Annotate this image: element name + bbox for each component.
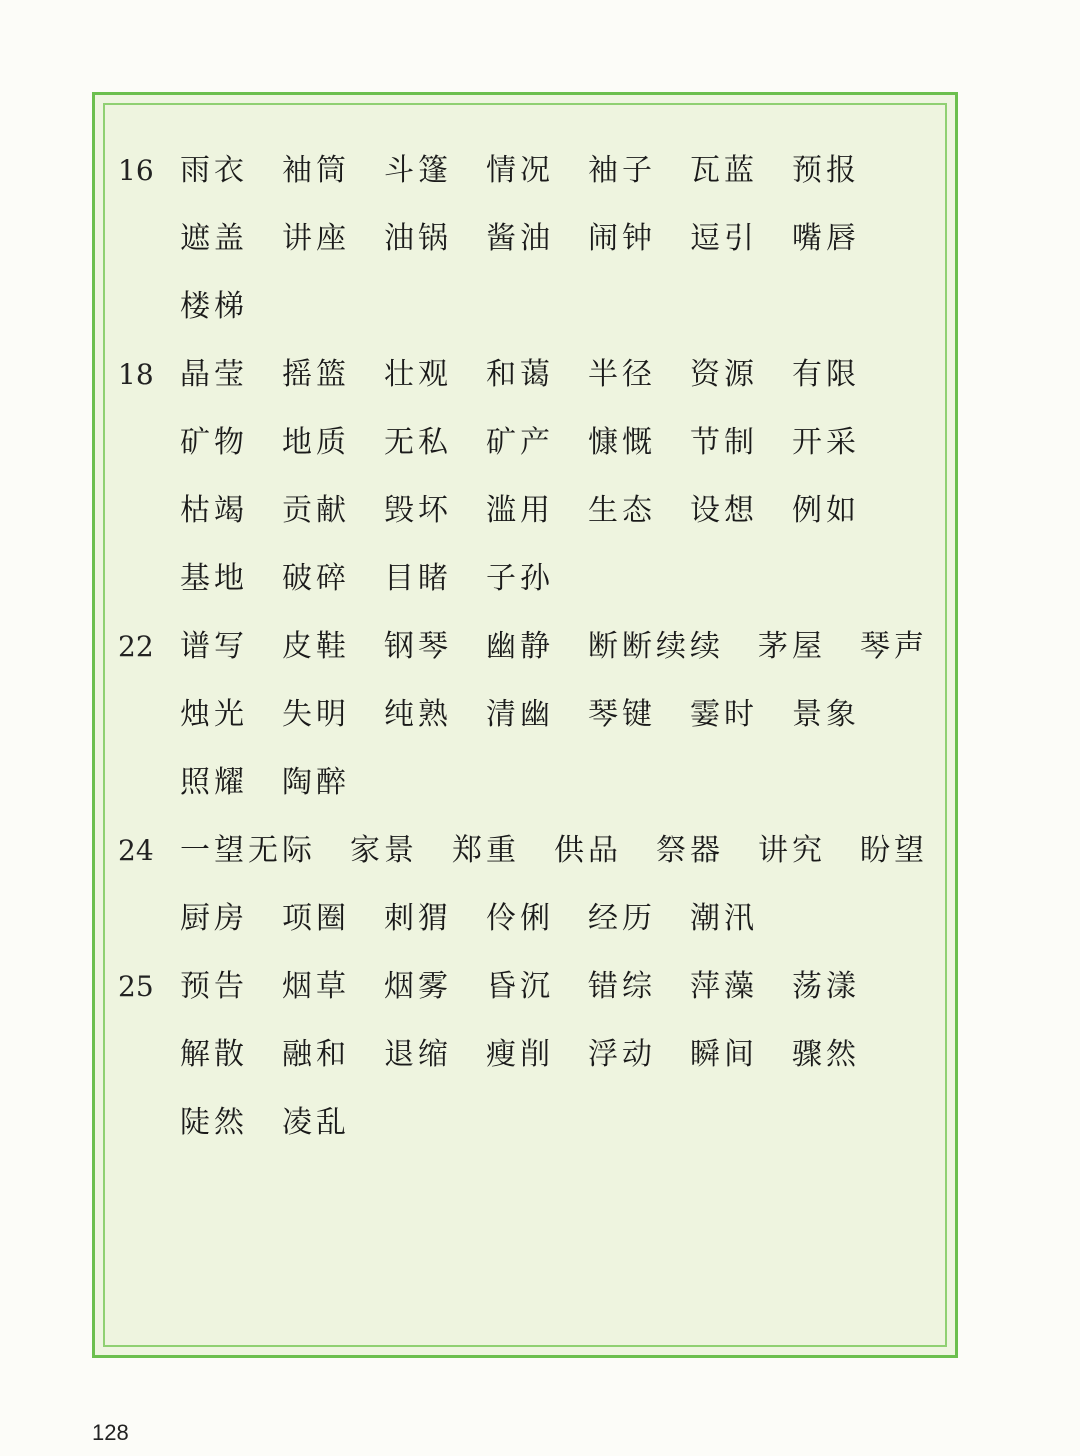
vocab-word: 有限: [792, 357, 860, 392]
vocab-word: 情况: [486, 153, 554, 188]
vocab-word: 刺猬: [384, 901, 452, 936]
vocab-row: [118, 282, 938, 350]
vocab-word: 瞬间: [690, 1037, 758, 1072]
vocab-row: [118, 554, 938, 622]
vocab-word: 瓦蓝: [690, 153, 758, 188]
vocab-word: 楼梯: [180, 289, 248, 324]
vocab-word: 失明: [282, 697, 350, 732]
vocab-row: [118, 418, 938, 486]
vocab-word: 景象: [792, 697, 860, 732]
vocab-row: [118, 758, 938, 826]
vocab-word: 预报: [792, 153, 860, 188]
vocab-word: 纯熟: [384, 697, 452, 732]
vocab-word: 融和: [282, 1037, 350, 1072]
vocab-word: 一望无际: [180, 833, 316, 868]
vocab-word: 陶醉: [282, 765, 350, 800]
vocab-word: 矿产: [486, 425, 554, 460]
lesson-number: 22: [118, 630, 154, 663]
vocab-row: [118, 1098, 938, 1166]
vocab-word: 荡漾: [792, 969, 860, 1004]
vocab-word: 烛光: [180, 697, 248, 732]
vocab-word: 浮动: [588, 1037, 656, 1072]
vocab-word: 嘴唇: [792, 221, 860, 256]
vocab-word: 摇篮: [282, 357, 350, 392]
lesson-number: 24: [118, 834, 154, 867]
vocab-word: 项圈: [282, 901, 350, 936]
vocab-word: 郑重: [452, 833, 520, 868]
vocab-word: 开采: [792, 425, 860, 460]
vocab-word: 断断续续: [588, 629, 724, 664]
vocab-word: 清幽: [486, 697, 554, 732]
vocab-word: 资源: [690, 357, 758, 392]
vocab-word: 闹钟: [588, 221, 656, 256]
vocab-word: 瘦削: [486, 1037, 554, 1072]
vocab-row: [118, 690, 938, 758]
vocab-word: 错综: [588, 969, 656, 1004]
vocab-word: 例如: [792, 493, 860, 528]
vocab-word: 烟草: [282, 969, 350, 1004]
vocab-row: [118, 826, 938, 894]
vocab-word: 基地: [180, 561, 248, 596]
vocab-word: 预告: [180, 969, 248, 1004]
vocab-word: 昏沉: [486, 969, 554, 1004]
vocab-word: 油锅: [384, 221, 452, 256]
vocab-word: 家景: [350, 833, 418, 868]
vocab-word: 凌乱: [282, 1105, 350, 1140]
vocab-word: 酱油: [486, 221, 554, 256]
vocab-word: 萍藻: [690, 969, 758, 1004]
vocab-word: 设想: [690, 493, 758, 528]
vocab-word: 袖筒: [282, 153, 350, 188]
vocab-word: 琴声: [860, 629, 928, 664]
vocab-word: 地质: [282, 425, 350, 460]
lesson-number: 25: [118, 970, 154, 1003]
vocab-word: 无私: [384, 425, 452, 460]
vocab-word: 烟雾: [384, 969, 452, 1004]
vocab-word: 和蔼: [486, 357, 554, 392]
vocab-word: 经历: [588, 901, 656, 936]
vocab-word: 谱写: [180, 629, 248, 664]
vocab-word: 霎时: [690, 697, 758, 732]
vocab-word: 生态: [588, 493, 656, 528]
vocab-word: 破碎: [282, 561, 350, 596]
vocab-word: 壮观: [384, 357, 452, 392]
vocab-word: 供品: [554, 833, 622, 868]
vocab-word: 讲座: [282, 221, 350, 256]
vocab-word: 毁坏: [384, 493, 452, 528]
vocab-word: 矿物: [180, 425, 248, 460]
lesson-number: 16: [118, 154, 154, 187]
vocab-word: 祭器: [656, 833, 724, 868]
vocab-word: 琴键: [588, 697, 656, 732]
vocab-word: 伶俐: [486, 901, 554, 936]
vocab-word: 晶莹: [180, 357, 248, 392]
vocab-word: 遮盖: [180, 221, 248, 256]
vocab-word: 钢琴: [384, 629, 452, 664]
vocab-word: 幽静: [486, 629, 554, 664]
vocab-word: 厨房: [180, 901, 248, 936]
vocab-word: 皮鞋: [282, 629, 350, 664]
vocab-row: [118, 622, 938, 690]
vocab-word: 讲究: [758, 833, 826, 868]
vocab-word: 解散: [180, 1037, 248, 1072]
vocab-word: 盼望: [860, 833, 928, 868]
vocab-row: [118, 894, 938, 962]
vocab-row: [118, 146, 938, 214]
vocab-word: 贡献: [282, 493, 350, 528]
vocab-word: 斗篷: [384, 153, 452, 188]
vocab-word: 骤然: [792, 1037, 860, 1072]
vocab-word: 袖子: [588, 153, 656, 188]
vocab-word: 节制: [690, 425, 758, 460]
vocab-word: 半径: [588, 357, 656, 392]
vocab-word: 照耀: [180, 765, 248, 800]
vocab-word: 滥用: [486, 493, 554, 528]
vocab-row: [118, 486, 938, 554]
vocab-row: [118, 214, 938, 282]
vocab-row: [118, 1030, 938, 1098]
vocab-word: 慷慨: [588, 425, 656, 460]
vocab-word: 潮汛: [690, 901, 758, 936]
vocab-word: 雨衣: [180, 153, 248, 188]
vocab-word: 退缩: [384, 1037, 452, 1072]
vocab-word: 茅屋: [758, 629, 826, 664]
vocab-word: 陡然: [180, 1105, 248, 1140]
vocab-word: 子孙: [486, 561, 554, 596]
vocabulary-list: [118, 146, 938, 1166]
vocab-row: [118, 962, 938, 1030]
vocab-word: 目睹: [384, 561, 452, 596]
lesson-number: 18: [118, 358, 154, 391]
vocab-word: 枯竭: [180, 493, 248, 528]
vocab-row: [118, 350, 938, 418]
page-number: 128: [92, 1420, 129, 1445]
vocab-word: 逗引: [690, 221, 758, 256]
